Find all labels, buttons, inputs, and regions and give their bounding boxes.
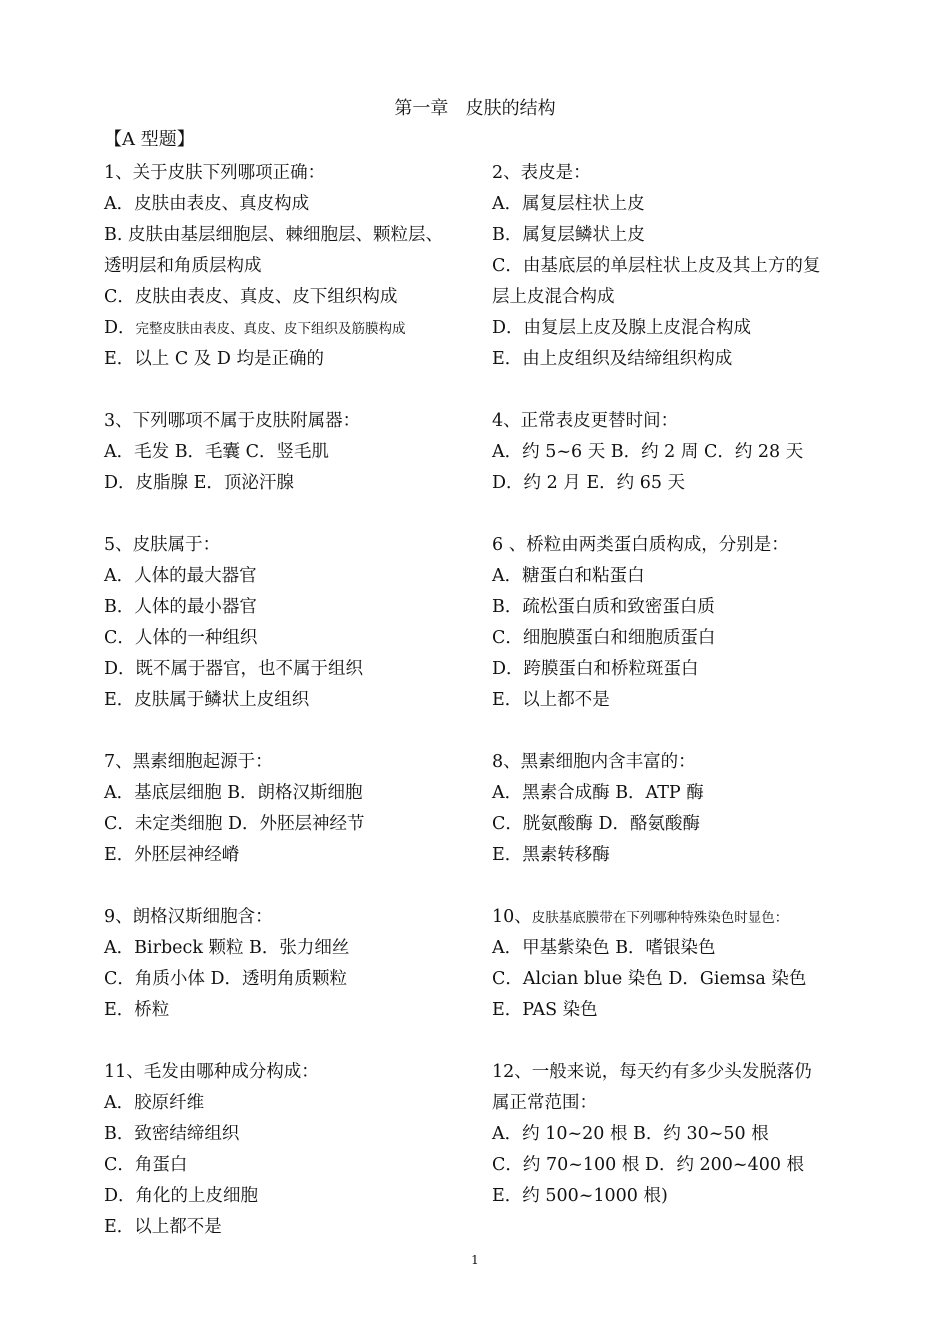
- question-line: D．由复层上皮及腺上皮混合构成: [492, 318, 752, 338]
- question-line: 属正常范围：: [492, 1093, 597, 1113]
- question-line: B．致密结缔组织: [104, 1124, 240, 1144]
- question-line: D．既不属于器官，也不属于组织: [104, 659, 364, 679]
- question-line: E．黑素转移酶: [492, 845, 610, 865]
- question-line: A．约 5~6 天 B．约 2 周 C．约 28 天: [492, 442, 804, 462]
- question-stem: 11、毛发由哪种成分构成：: [104, 1062, 319, 1082]
- question-line: C．由基底层的单层柱状上皮及其上方的复: [492, 256, 821, 276]
- question-stem: 2、表皮是：: [492, 163, 591, 183]
- question-stem: 4、正常表皮更替时间：: [492, 411, 679, 431]
- question-block: [492, 747, 860, 871]
- question-stem: 10、皮肤基底膜带在下列哪种特殊染色时显色：: [492, 907, 789, 927]
- question-block: [104, 406, 492, 499]
- question-line: E．以上都不是: [104, 1217, 222, 1237]
- question-line: C．角质小体 D．透明角质颗粒: [104, 969, 347, 989]
- question-line: A．Birbeck 颗粒 B．张力细丝: [104, 938, 350, 958]
- question-line: D．完整皮肤由表皮、真皮、皮下组织及筋膜构成: [104, 318, 406, 338]
- question-line: A．属复层柱状上皮: [492, 194, 645, 214]
- question-line: A．胶原纤维: [104, 1093, 205, 1113]
- section-heading: 【A 型题】: [104, 129, 195, 150]
- question-line: E．由上皮组织及结缔组织构成: [492, 349, 733, 369]
- question-line: D．约 2 月 E．约 65 天: [492, 473, 686, 493]
- question-line: B．属复层鳞状上皮: [492, 225, 645, 245]
- question-line: 层上皮混合构成: [492, 287, 615, 307]
- question-line: B．疏松蛋白质和致密蛋白质: [492, 597, 715, 617]
- question-block: [492, 406, 860, 499]
- question-block: [492, 530, 860, 716]
- question-line: A．基底层细胞 B．朗格汉斯细胞: [104, 783, 363, 803]
- question-line: A．黑素合成酶 B．ATP 酶: [492, 783, 704, 803]
- question-line: D．跨膜蛋白和桥粒斑蛋白: [492, 659, 699, 679]
- question-block: [104, 747, 492, 871]
- question-line: C．细胞膜蛋白和细胞质蛋白: [492, 628, 716, 648]
- question-line: C．人体的一种组织: [104, 628, 258, 648]
- question-line: E．皮肤属于鳞状上皮组织: [104, 690, 310, 710]
- question-line: A．毛发 B．毛囊 C．竖毛肌: [104, 442, 330, 462]
- question-stem: 8、黑素细胞内含丰富的：: [492, 752, 696, 772]
- question-line: 透明层和角质层构成: [104, 256, 262, 276]
- question-block: [492, 158, 860, 375]
- question-stem: 7、黑素细胞起源于：: [104, 752, 273, 772]
- question-line: E．以上 C 及 D 均是正确的: [104, 349, 324, 369]
- question-stem: 12、一般来说，每天约有多少头发脱落仍: [492, 1062, 812, 1082]
- question-line: C．未定类细胞 D．外胚层神经节: [104, 814, 365, 834]
- question-block: [104, 902, 492, 1026]
- question-stem: 6 、桥粒由两类蛋白质构成，分别是：: [492, 535, 789, 555]
- question-line: A．约 10~20 根 B．约 30~50 根: [492, 1124, 769, 1144]
- question-line: C．Alcian blue 染色 D．Giemsa 染色: [492, 969, 807, 989]
- question-grid: [104, 158, 860, 1274]
- question-stem: 9、朗格汉斯细胞含：: [104, 907, 273, 927]
- question-line: A．糖蛋白和粘蛋白: [492, 566, 645, 586]
- question-stem: 1、关于皮肤下列哪项正确：: [104, 163, 326, 183]
- question-line: A．人体的最大器官: [104, 566, 257, 586]
- page-title: 第一章 皮肤的结构: [394, 98, 556, 119]
- question-line: B. 皮肤由基层细胞层、棘细胞层、颗粒层、: [104, 225, 443, 245]
- question-block: [104, 1057, 492, 1243]
- question-block: [104, 530, 492, 716]
- question-line: C．皮肤由表皮、真皮、皮下组织构成: [104, 287, 398, 307]
- question-line: C．胱氨酸酶 D．酪氨酸酶: [492, 814, 700, 834]
- question-block: [492, 902, 860, 1026]
- question-line: D．皮脂腺 E．顶泌汗腺: [104, 473, 294, 493]
- question-stem: 3、下列哪项不属于皮肤附属器：: [104, 411, 361, 431]
- question-block: [104, 158, 492, 375]
- question-line: A．甲基紫染色 B．嗜银染色: [492, 938, 716, 958]
- question-line: E．以上都不是: [492, 690, 610, 710]
- question-line: E．桥粒: [104, 1000, 170, 1020]
- question-line: E．约 500~1000 根): [492, 1186, 668, 1206]
- question-line: D．角化的上皮细胞: [104, 1186, 259, 1206]
- question-line: C．角蛋白: [104, 1155, 188, 1175]
- question-block: [492, 1057, 860, 1243]
- page-number: 1: [471, 1253, 479, 1267]
- question-stem: 5、皮肤属于：: [104, 535, 221, 555]
- question-line: E．PAS 染色: [492, 1000, 598, 1020]
- question-line: C．约 70~100 根 D．约 200~400 根: [492, 1155, 805, 1175]
- question-line: E．外胚层神经嵴: [104, 845, 240, 865]
- question-line: B．人体的最小器官: [104, 597, 257, 617]
- question-line: A．皮肤由表皮、真皮构成: [104, 194, 310, 214]
